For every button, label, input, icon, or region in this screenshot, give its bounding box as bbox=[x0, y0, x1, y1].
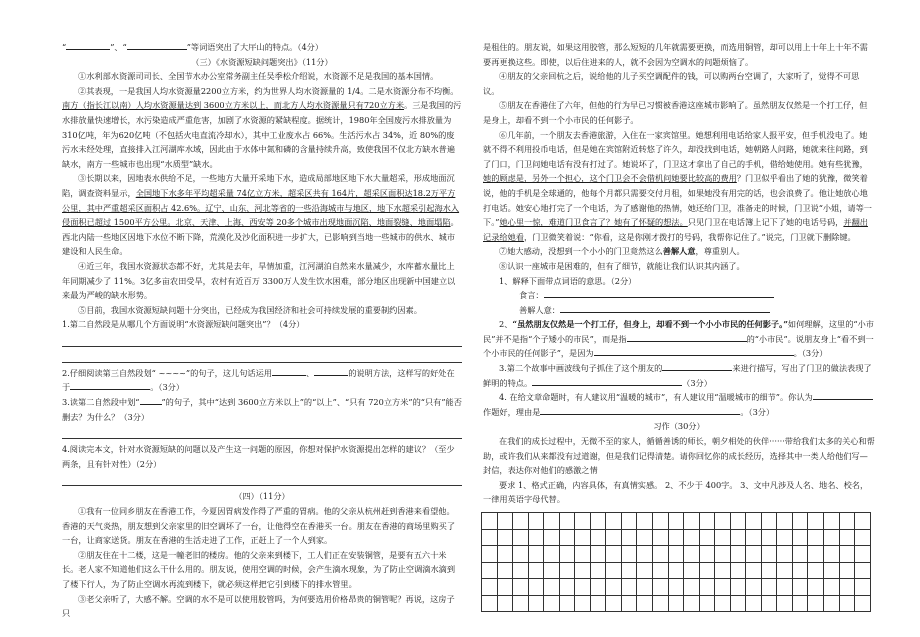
grid-cell[interactable] bbox=[575, 529, 591, 546]
grid-cell[interactable] bbox=[699, 513, 715, 530]
grid-cell[interactable] bbox=[824, 579, 840, 596]
grid-cell[interactable] bbox=[792, 513, 808, 530]
paragraph: ⑤朋友在香港住了六年，但他的行为早已习惯被香港这座城市影响了。虽然朋友仅然是一个打工仔，但是身上，却看不到一个小市民的任何影子。 bbox=[483, 100, 868, 125]
grid-cell[interactable] bbox=[761, 562, 777, 579]
grid-cell[interactable] bbox=[544, 595, 560, 612]
grid-cell[interactable] bbox=[513, 579, 529, 596]
answer-blank[interactable] bbox=[594, 346, 794, 356]
grid-cell[interactable] bbox=[621, 579, 637, 596]
grid-cell[interactable] bbox=[792, 595, 808, 612]
grid-cell[interactable] bbox=[808, 546, 824, 563]
word-item: 善解人意： bbox=[483, 303, 875, 318]
grid-cell[interactable] bbox=[513, 546, 529, 563]
grid-cell[interactable] bbox=[528, 529, 544, 546]
paragraph: ④朋友的父亲回杭之后，说给他的儿子买空调配件的钱，可以购两台空调了，大家听了，觉得不可思议。 bbox=[483, 71, 860, 96]
grid-cell[interactable] bbox=[777, 546, 793, 563]
grid-cell[interactable] bbox=[544, 513, 560, 530]
paragraph: ⑥几年前，一个朋友去香港旅游，入住在一家宾馆里。她想利用电话给家人报平安，但手机没电了。她就不得不利用投币电话，但是她在宾馆附近转悠了许久，却没找到电话，她朝路人问路，她就来往问路，到了门口，门卫问她电话有没有打过了。她说坏了，门卫这才拿出了自己的手机，借给她使用。她有些犹豫，她的顾虑是，另外一个担心，这个门卫会不会借机问她要比较高的费用？门卫似乎看出了她的犹豫，微笑着说，他的手机是全球通的，他每个月都只需要交付月租，如果她没有用完的话，也会浪费了。他让她放心地打电话。她安心地打完了一个电话，为了感谢他的热情，她还给门卫，准备走的时候，门卫说“小姐，请等一下。”她心里一惊，难道门卫食言了？她有了怀疑的想法。只见门卫在电话簿上记下了她的电话号码，并翻出记录给她看，门卫微笑着说：“你看，这是你刚才拨打的号码，我帮你记住了。”说完，门卫就下删除键。 bbox=[483, 129, 872, 242]
section-title: （四）（11分） bbox=[234, 491, 290, 502]
grid-cell[interactable] bbox=[777, 579, 793, 596]
grid-cell[interactable] bbox=[684, 562, 700, 579]
grid-cell[interactable] bbox=[590, 546, 606, 563]
grid-cell[interactable] bbox=[855, 562, 871, 579]
left-column bbox=[62, 40, 462, 621]
grid-cell[interactable] bbox=[730, 529, 746, 546]
grid-cell[interactable] bbox=[730, 546, 746, 563]
grid-cell[interactable] bbox=[730, 595, 746, 612]
grid-cell[interactable] bbox=[715, 513, 731, 530]
grid-cell[interactable] bbox=[482, 595, 498, 612]
grid-cell[interactable] bbox=[792, 579, 808, 596]
grid-cell[interactable] bbox=[761, 529, 777, 546]
grid-cell[interactable] bbox=[746, 579, 762, 596]
section-title: （三）《水资源短缺问题突出》（11分） bbox=[191, 56, 333, 67]
grid-cell[interactable] bbox=[528, 595, 544, 612]
grid-cell[interactable] bbox=[637, 513, 653, 530]
grid-cell[interactable] bbox=[606, 529, 622, 546]
grid-cell[interactable] bbox=[746, 529, 762, 546]
grid-cell[interactable] bbox=[824, 562, 840, 579]
answer-blank[interactable] bbox=[70, 380, 150, 390]
answer-blank[interactable] bbox=[314, 366, 348, 376]
grid-cell[interactable] bbox=[637, 562, 653, 579]
grid-cell[interactable] bbox=[699, 529, 715, 546]
grid-cell[interactable] bbox=[855, 595, 871, 612]
grid-cell[interactable] bbox=[668, 529, 684, 546]
grid-cell[interactable] bbox=[637, 579, 653, 596]
grid-cell[interactable] bbox=[497, 529, 513, 546]
grid-cell[interactable] bbox=[777, 595, 793, 612]
grid-cell[interactable] bbox=[590, 513, 606, 530]
grid-cell[interactable] bbox=[575, 546, 591, 563]
answer-blank[interactable] bbox=[272, 366, 306, 376]
grid-cell[interactable] bbox=[497, 562, 513, 579]
grid-cell[interactable] bbox=[637, 546, 653, 563]
answer-blank[interactable] bbox=[140, 395, 162, 405]
grid-cell[interactable] bbox=[513, 513, 529, 530]
grid-cell[interactable] bbox=[497, 579, 513, 596]
grid-cell[interactable] bbox=[497, 513, 513, 530]
grid-cell[interactable] bbox=[839, 562, 855, 579]
grid-cell[interactable] bbox=[513, 595, 529, 612]
grid-cell[interactable] bbox=[839, 546, 855, 563]
grid-cell[interactable] bbox=[482, 513, 498, 530]
grid-cell[interactable] bbox=[746, 595, 762, 612]
grid-cell[interactable] bbox=[668, 562, 684, 579]
grid-cell[interactable] bbox=[653, 562, 669, 579]
grid-cell[interactable] bbox=[730, 579, 746, 596]
grid-cell[interactable] bbox=[761, 579, 777, 596]
question-line: “ ”、“ ”等词语突出了大厈山的特点。（4分） bbox=[62, 42, 324, 52]
grid-cell[interactable] bbox=[575, 562, 591, 579]
grid-cell[interactable] bbox=[653, 513, 669, 530]
grid-cell[interactable] bbox=[715, 579, 731, 596]
question-3: 3.读第二自然段中划“ ”的句子，其中“达到 3600立方米以上”的“以上”、“只有 720立方米”的“只有”能否删去？为什么？（3分） bbox=[62, 397, 462, 422]
grid-cell[interactable] bbox=[668, 595, 684, 612]
grid-cell[interactable] bbox=[637, 529, 653, 546]
grid-cell[interactable] bbox=[855, 529, 871, 546]
grid-cell[interactable] bbox=[761, 513, 777, 530]
paragraph: ②其表现，一是我国人均水资源量2200立方米，约为世界人均水资源量的 1/4。二是水资源分布不均衡。南方（指长江以南）人均水资源量达到 3600立方米以上，而北方人均水资源量只有720立方米。三是我国的污水排放量快速增长，水污染造成严重危害，加剧了水资源的紧缺程度。据统计，1980年全国废污水排放量为310亿吨，年为620亿吨（不包括火电直流冷却水），其中工业废水占 66%。生活污水占 34%，近 80%的废污水未经处理，直接排入江河湖库水域，因此由于水体中氮和磷的含量持续升高，致使我国不仅北方缺水普遍缺水，南方一些城市也出现“水质型”缺水。 bbox=[62, 85, 462, 169]
grid-cell[interactable] bbox=[808, 595, 824, 612]
grid-cell[interactable] bbox=[621, 562, 637, 579]
question-1: 1、解释下面带点词语的意思。（2分） bbox=[499, 275, 637, 286]
grid-cell[interactable] bbox=[559, 595, 575, 612]
grid-cell[interactable] bbox=[653, 529, 669, 546]
grid-row bbox=[482, 579, 871, 596]
grid-cell[interactable] bbox=[699, 579, 715, 596]
grid-cell[interactable] bbox=[777, 562, 793, 579]
paragraph: ①水利部水资源司司长、全国节水办公室常务副主任吴季松介绍说，水资源不足是我国的基本国情。 bbox=[78, 71, 439, 82]
grid-cell[interactable] bbox=[544, 562, 560, 579]
paragraph: ③老父亲听了，大感不解。空调的水不是可以使用胶管吗，为何要选用价格昂贵的铜管呢？再说，这房子只 bbox=[62, 593, 455, 619]
grid-cell[interactable] bbox=[746, 546, 762, 563]
grid-cell[interactable] bbox=[544, 579, 560, 596]
paragraph: ⑦她大感动，没想到一个小小的门卫竟然这么善解人意，尊重别人。 bbox=[499, 246, 745, 257]
question-3: 3.第二个故事中画波线句子抓住了这个朋友的 来进行描写，写出了门卫的做法表现了鲜明的特点。 （3分） bbox=[483, 363, 872, 388]
grid-cell[interactable] bbox=[544, 529, 560, 546]
grid-cell[interactable] bbox=[559, 513, 575, 530]
grid-row bbox=[482, 562, 871, 579]
question-2: 2.仔细阅读第三自然段划“ ~~~~”的句子，这儿句话运用 、 的说明方法，这样写的好处在于 。（3分） bbox=[62, 367, 455, 393]
answer-line[interactable] bbox=[62, 473, 462, 486]
grid-cell[interactable] bbox=[653, 595, 669, 612]
grid-cell[interactable] bbox=[839, 529, 855, 546]
grid-cell[interactable] bbox=[621, 513, 637, 530]
answer-line[interactable] bbox=[62, 350, 462, 363]
grid-row bbox=[482, 529, 871, 546]
grid-cell[interactable] bbox=[559, 562, 575, 579]
grid-cell[interactable] bbox=[606, 546, 622, 563]
grid-cell[interactable] bbox=[590, 579, 606, 596]
grid-cell[interactable] bbox=[590, 529, 606, 546]
grid-cell[interactable] bbox=[824, 513, 840, 530]
grid-cell[interactable] bbox=[590, 562, 606, 579]
grid-cell[interactable] bbox=[746, 562, 762, 579]
grid-cell[interactable] bbox=[528, 546, 544, 563]
grid-cell[interactable] bbox=[792, 562, 808, 579]
grid-cell[interactable] bbox=[699, 546, 715, 563]
grid-cell[interactable] bbox=[715, 529, 731, 546]
question-2: 2、“虽然朋友仅然是一个打工仔，但身上，却看不到一个小小市民的任何影子。”如何理解，这里的“小市民”并不是指“个子矮小的市民”，而是指 的“小市民”。说朋友身上“看不到一个小市民的任何影子”，是因为 。（3分） bbox=[483, 319, 874, 359]
answer-blank[interactable] bbox=[532, 376, 682, 386]
paragraph: ①我有一位同乡朋友在香港工作，今夏因胃病发作得了严重的胃病。他的父亲从杭州赶到香港来看望他。香港的天气炎热，朋友想到父亲家里的旧空调坏了一台，让他得空在香港买一台。朋友在香港的商场里购买了一台，让商家送货。朋友在香港的生活走进了工作，正赶上了一个人到家。 bbox=[62, 506, 456, 546]
grid-cell[interactable] bbox=[482, 546, 498, 563]
essay-writing-grid[interactable] bbox=[481, 512, 871, 612]
essay-title: 习作（30分） bbox=[653, 421, 705, 432]
question-4: 4.阅读完本文，针对水资源短缺的问题以及产生这一问题的原因，你想对保护水资源提出怎样的建议？（至少两条，且有针对性）（2分） bbox=[62, 444, 455, 469]
grid-cell[interactable] bbox=[839, 579, 855, 596]
grid-cell[interactable] bbox=[824, 529, 840, 546]
grid-cell[interactable] bbox=[559, 579, 575, 596]
grid-cell[interactable] bbox=[761, 546, 777, 563]
grid-cell[interactable] bbox=[559, 529, 575, 546]
grid-cell[interactable] bbox=[482, 529, 498, 546]
answer-blank[interactable] bbox=[540, 405, 740, 415]
grid-cell[interactable] bbox=[606, 579, 622, 596]
grid-cell[interactable] bbox=[699, 595, 715, 612]
grid-cell[interactable] bbox=[839, 595, 855, 612]
grid-cell[interactable] bbox=[513, 562, 529, 579]
grid-cell[interactable] bbox=[699, 562, 715, 579]
grid-cell[interactable] bbox=[684, 546, 700, 563]
grid-cell[interactable] bbox=[792, 529, 808, 546]
grid-cell[interactable] bbox=[482, 562, 498, 579]
grid-cell[interactable] bbox=[621, 529, 637, 546]
grid-cell[interactable] bbox=[575, 513, 591, 530]
grid-cell[interactable] bbox=[684, 595, 700, 612]
grid-cell[interactable] bbox=[730, 513, 746, 530]
grid-cell[interactable] bbox=[528, 579, 544, 596]
answer-blank[interactable] bbox=[127, 40, 187, 50]
grid-cell[interactable] bbox=[668, 513, 684, 530]
grid-cell[interactable] bbox=[777, 513, 793, 530]
grid-cell[interactable] bbox=[808, 513, 824, 530]
grid-cell[interactable] bbox=[777, 529, 793, 546]
grid-cell[interactable] bbox=[855, 513, 871, 530]
grid-row bbox=[482, 513, 871, 530]
question-4: 4. 在给文章命题时，有人建议用“温暖的城市”，有人建议用“温暖城市的细节”。你认为作题好，理由是 。（3分） bbox=[483, 390, 875, 419]
paragraph: ④近三年，我国水资源状态都不好，尤其是去年，旱情加重，江河湖泊自然来水量减少，水库蓄水量比上年同期减少了 11%。3亿多亩农田受旱，农村有近百万 3300万人发生饮水困难，部分地区出现新中国建立以来最为严峻的缺水形势。 bbox=[62, 260, 456, 301]
grid-cell[interactable] bbox=[606, 513, 622, 530]
grid-cell[interactable] bbox=[824, 546, 840, 563]
grid-cell[interactable] bbox=[575, 595, 591, 612]
paragraph: ③长期以来，因地表水供给不足，一些地方大量开采地下水，造成局部地区地下水大量超采，形成地面沉陷，调查资料显示，全国地下水多年平均超采量 74亿立方米，超采区共有 164片，超采区面积达18.2万平方公里，其中严重超采区面积占 42.6%。辽宁、山东、河北等省的一些沿海城市与地区，地下水超采引起海水入侵面积已超过 1500平方公里。北京、天津、上海、西安等 20多个城市出现地面沉陷、地面裂缝、地面塌陷。西北内陆一些地区因地下水位不断下降，荒漠化及沙化面积进一步扩大，已影响到当地一些城市的供水、城市建设和人民生命。 bbox=[62, 173, 460, 257]
paragraph: ⑤目前，我国水资源短缺问题十分突出，已经成为我国经济和社会可持续发展的重要制约因素。 bbox=[78, 304, 422, 315]
answer-blank[interactable] bbox=[560, 303, 770, 313]
paragraph: ②朋友住在十二楼，这是一幢老旧的楼房。他的父亲来到楼下，工人们正在安装铜管，是要有五六十米长。老人家不知道他们这么干什么用的。朋友说，使用空调的时候，会产生滴水现象，为了防止空调滴水滴到了楼下行人，为了防止空调水再流到楼下，就必须这样把它引到楼下的排水管里。 bbox=[62, 549, 456, 589]
grid-cell[interactable] bbox=[808, 579, 824, 596]
grid-cell[interactable] bbox=[606, 562, 622, 579]
grid-cell[interactable] bbox=[590, 595, 606, 612]
paragraph: ⑧认识一座城市是困难的，但有了细节，就能让我们认识其内涵了。 bbox=[499, 260, 745, 271]
grid-cell[interactable] bbox=[621, 595, 637, 612]
grid-cell[interactable] bbox=[668, 546, 684, 563]
grid-cell[interactable] bbox=[761, 595, 777, 612]
grid-cell[interactable] bbox=[621, 546, 637, 563]
grid-cell[interactable] bbox=[839, 513, 855, 530]
grid-cell[interactable] bbox=[855, 546, 871, 563]
grid-cell[interactable] bbox=[482, 579, 498, 596]
grid-cell[interactable] bbox=[746, 513, 762, 530]
grid-cell[interactable] bbox=[808, 529, 824, 546]
grid-cell[interactable] bbox=[637, 595, 653, 612]
grid-cell[interactable] bbox=[653, 579, 669, 596]
grid-cell[interactable] bbox=[497, 595, 513, 612]
answer-blank[interactable] bbox=[544, 288, 774, 298]
grid-row bbox=[482, 595, 871, 612]
answer-line[interactable] bbox=[62, 334, 462, 347]
answer-blank[interactable] bbox=[627, 332, 747, 342]
grid-cell[interactable] bbox=[792, 546, 808, 563]
essay-prompt: 在我们的成长过程中，无微不至的家人，循循善诱的师长，朝夕相处的伙伴······带给我们太多的关心和帮助，或许我们从来都没有过道谢，但是我们记得清楚。请你回忆你的成长经历，选择其中一类人给他们写—封信，表达你对他们的感激之情 bbox=[483, 436, 875, 476]
grid-cell[interactable] bbox=[497, 546, 513, 563]
grid-cell[interactable] bbox=[715, 562, 731, 579]
grid-cell[interactable] bbox=[730, 562, 746, 579]
grid-cell[interactable] bbox=[528, 562, 544, 579]
question-1: 1.第二自然段是从哪几个方面说明“水资源短缺问题突出”？（4分） bbox=[62, 319, 305, 330]
grid-cell[interactable] bbox=[684, 579, 700, 596]
grid-cell[interactable] bbox=[528, 513, 544, 530]
grid-cell[interactable] bbox=[513, 529, 529, 546]
grid-cell[interactable] bbox=[668, 579, 684, 596]
answer-line[interactable] bbox=[62, 426, 462, 439]
essay-requirements: 要求 1、格式正确，内容具体，有真情实感。 2、不少于 400字。 3、文中凡涉及人名、地名、校名，一律用英语字母代替。 bbox=[483, 479, 869, 505]
grid-cell[interactable] bbox=[808, 562, 824, 579]
grid-cell[interactable] bbox=[684, 529, 700, 546]
grid-cell[interactable] bbox=[653, 546, 669, 563]
grid-cell[interactable] bbox=[715, 595, 731, 612]
grid-cell[interactable] bbox=[855, 579, 871, 596]
answer-blank[interactable] bbox=[66, 40, 110, 50]
answer-blank[interactable] bbox=[662, 361, 732, 371]
paragraph: 是租住的。朋友说，如果这用胶管，那么短短的几年就需要更换，而选用铜管，却可以用上十年上十年不需要再更换这些。即使，以后住进来的人，就不会因为空调水的问题烦恼了。 bbox=[483, 42, 868, 67]
grid-cell[interactable] bbox=[544, 546, 560, 563]
grid-cell[interactable] bbox=[715, 546, 731, 563]
answer-blank[interactable] bbox=[813, 390, 873, 400]
grid-cell[interactable] bbox=[559, 546, 575, 563]
grid-cell[interactable] bbox=[824, 595, 840, 612]
grid-row bbox=[482, 546, 871, 563]
grid-cell[interactable] bbox=[575, 579, 591, 596]
right-column bbox=[483, 40, 875, 507]
word-item: 食言： bbox=[483, 288, 875, 303]
grid-cell[interactable] bbox=[606, 595, 622, 612]
grid-cell[interactable] bbox=[684, 513, 700, 530]
